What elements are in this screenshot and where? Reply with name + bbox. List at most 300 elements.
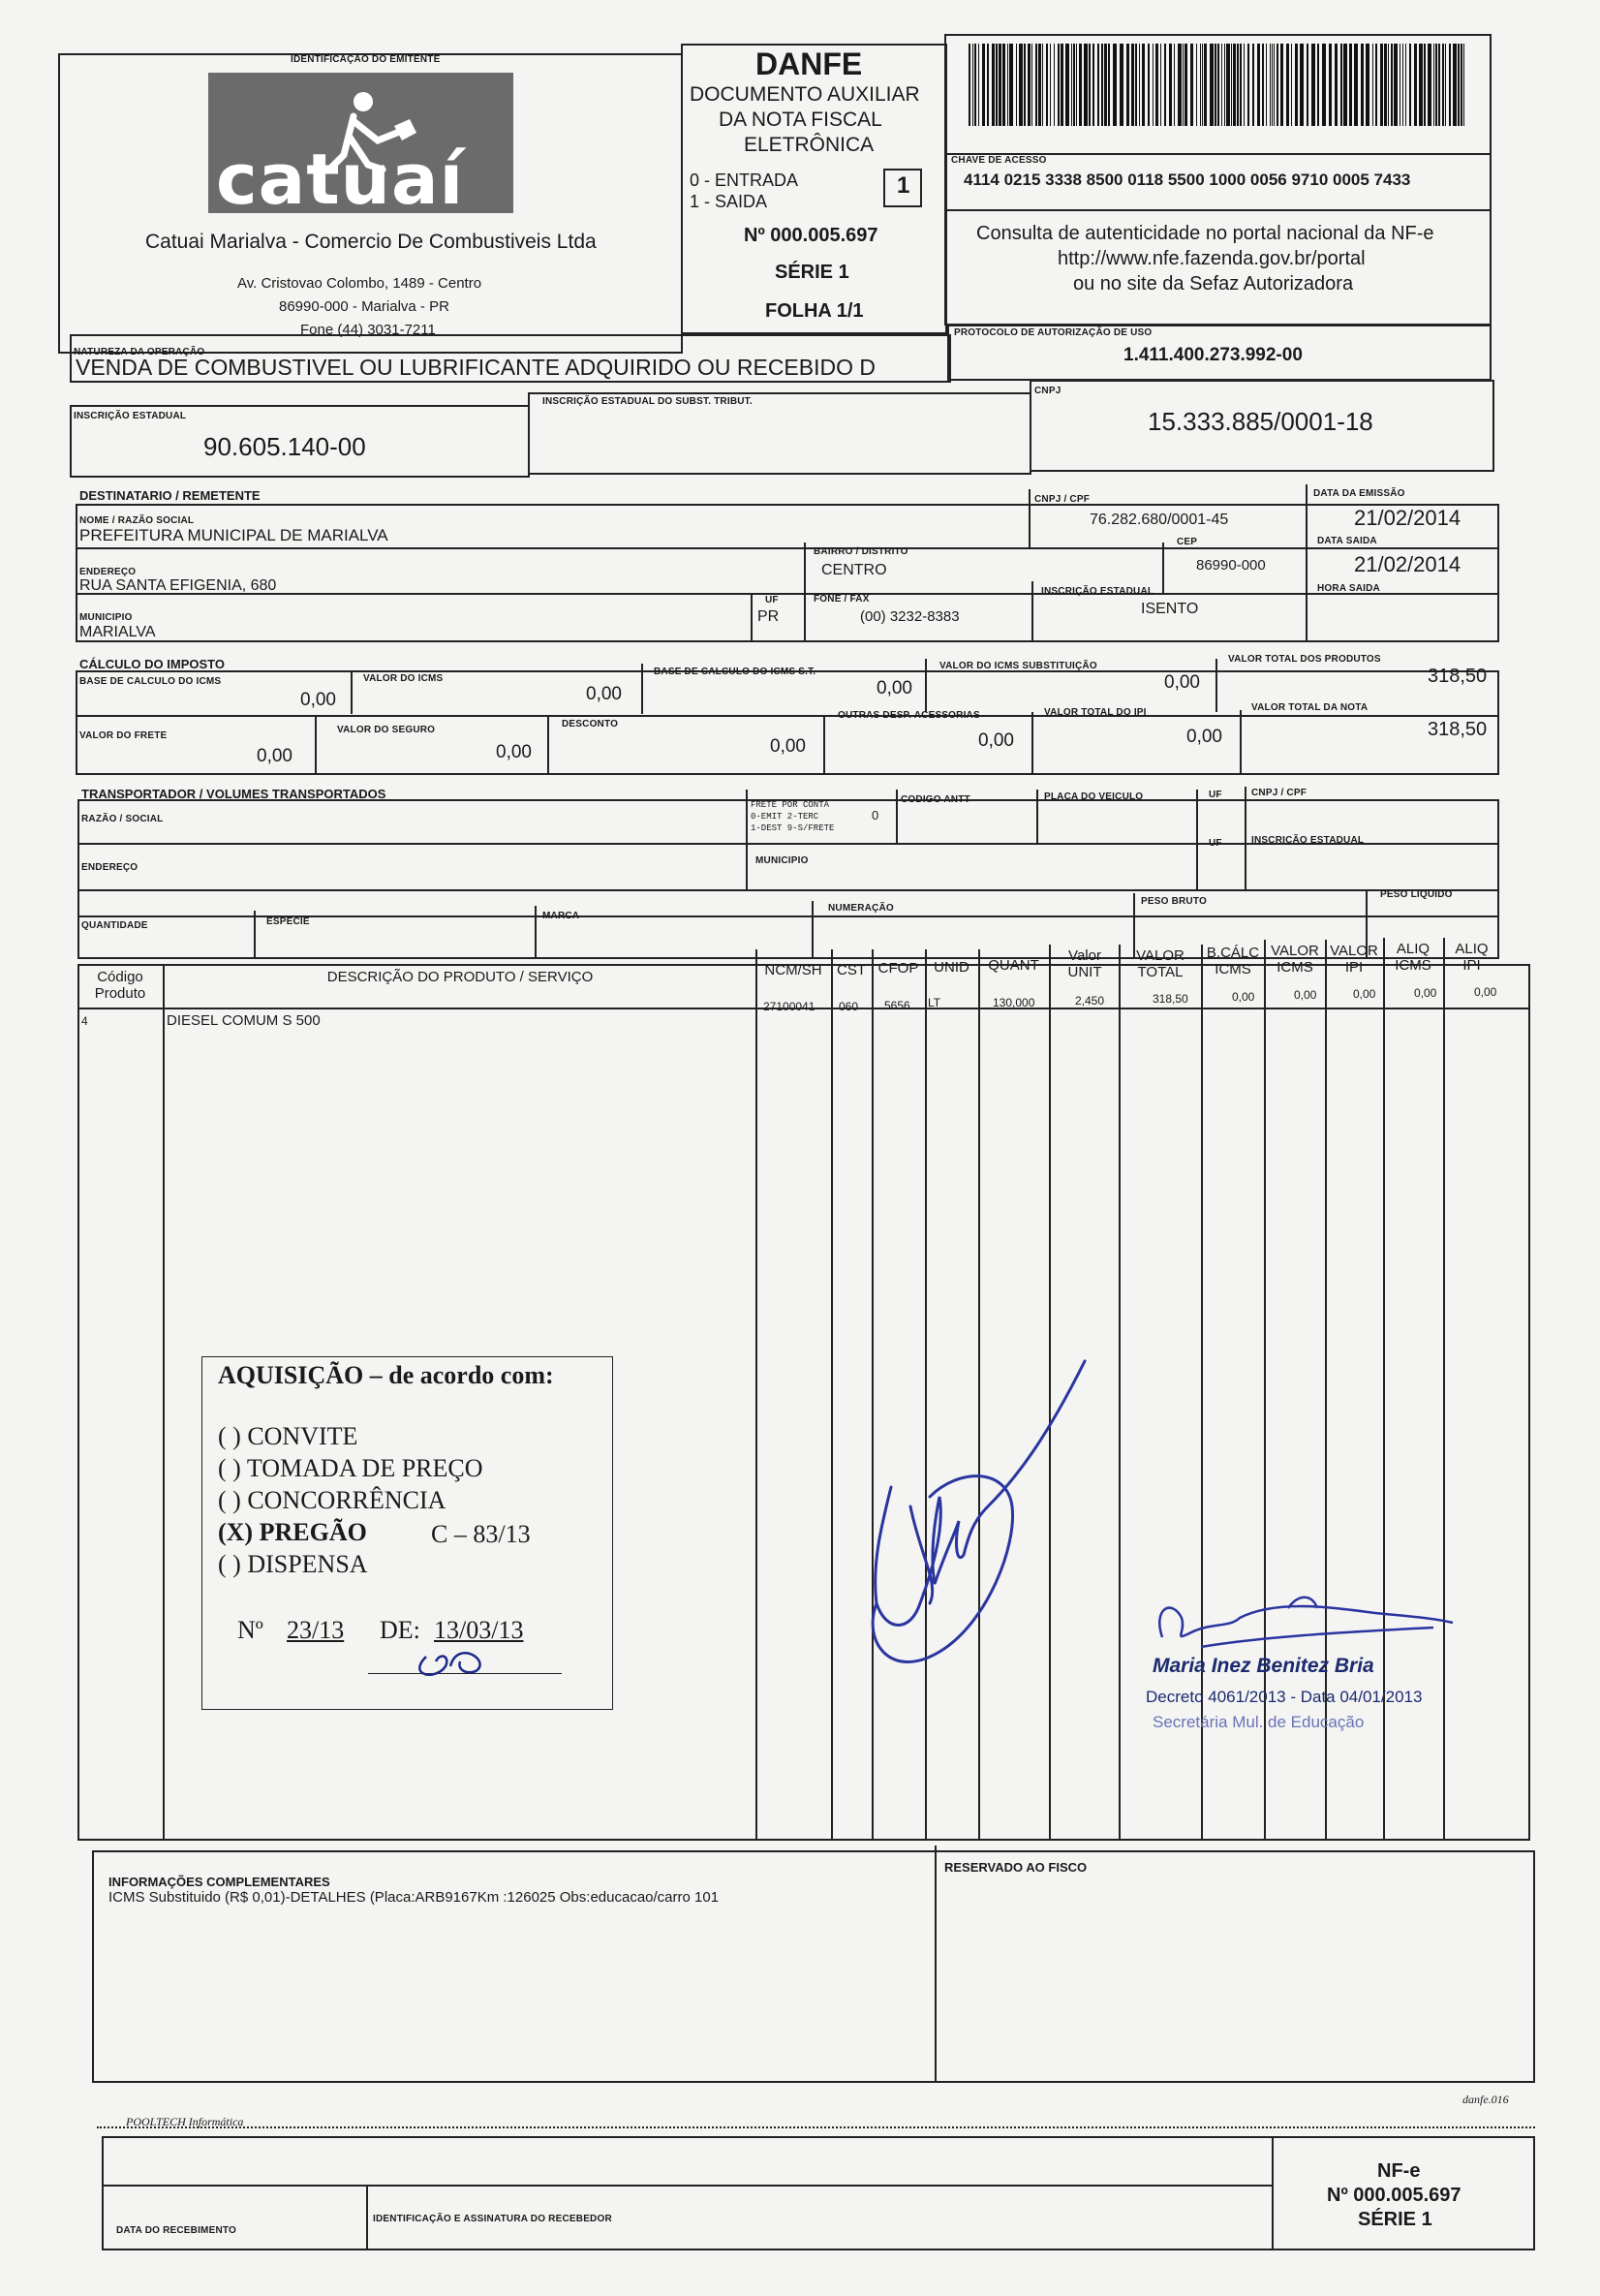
barcode-bar	[1139, 44, 1140, 126]
transp-ie-label: INSCRIÇÃO ESTADUAL	[1251, 835, 1365, 846]
barcode-bar	[1433, 44, 1434, 126]
dest-divider-uf	[751, 593, 753, 642]
dest-municipio-label: MUNICIPIO	[79, 612, 133, 623]
danfe-serie: SÉRIE 1	[775, 262, 849, 283]
th-codigo: Código Produto	[94, 969, 146, 1002]
v-icms: 0,00	[586, 684, 622, 704]
barcode-bar	[1335, 44, 1338, 126]
dest-municipio: MARIALVA	[79, 624, 156, 640]
barcode-bar	[1277, 44, 1278, 126]
barcode-bar	[1196, 44, 1197, 126]
transp-div-qtd	[254, 911, 256, 959]
dest-divider-fone	[804, 593, 806, 642]
barcode-bar	[1016, 44, 1017, 126]
barcode-bar	[1463, 44, 1464, 126]
row-cst: 060	[839, 1000, 859, 1013]
natureza-label: NATUREZA DA OPERAÇÃO	[74, 347, 205, 357]
row-unid: LT	[928, 996, 941, 1009]
footer-numero: Nº 000.005.697	[1327, 2185, 1462, 2206]
barcode-bar	[1461, 44, 1462, 126]
barcode-bar	[1174, 44, 1175, 126]
th-vunit: Valor UNIT	[1067, 947, 1102, 980]
emitente-name: Catuai Marialva - Comercio De Combustiveis Ltda	[145, 231, 597, 253]
dest-divider-emissao	[1306, 484, 1308, 642]
secretary-decreto: Decreto 4061/2013 - Data 04/01/2013	[1146, 1688, 1423, 1706]
th-vicms: VALOR ICMS	[1271, 943, 1319, 976]
dest-emissao: 21/02/2014	[1354, 506, 1462, 530]
barcode-bar	[1270, 44, 1271, 126]
col-div-13	[1443, 938, 1445, 1841]
barcode-bar	[1079, 44, 1082, 126]
barcode-bar	[1028, 44, 1031, 126]
consulta-line3: ou no site da Sefaz Autorizadora	[1073, 273, 1354, 295]
secretary-name: Maria Inez Benitez Bria	[1153, 1655, 1374, 1677]
transp-div-placa	[1036, 790, 1038, 843]
ipi-label: VALOR TOTAL DO IPI	[1044, 707, 1147, 718]
barcode-bar	[1414, 44, 1417, 126]
imposto-div-5	[315, 715, 317, 775]
imposto-div-8	[1031, 712, 1033, 775]
barcode-bar	[1428, 44, 1431, 126]
dest-nome: PREFEITURA MUNICIPAL DE MARIALVA	[79, 526, 388, 544]
dest-ie-label: INSCRIÇÃO ESTADUAL	[1041, 586, 1154, 597]
barcode-bar	[1329, 44, 1332, 126]
stamp-opt4: (X) PREGÃO	[218, 1518, 367, 1546]
dest-fone: (00) 3232-8383	[860, 608, 960, 625]
transp-div-marca	[812, 901, 814, 959]
transp-div-uf	[1196, 790, 1198, 891]
transp-div-frete	[746, 790, 748, 891]
stamp-title: AQUISIÇÃO – de acordo com:	[218, 1361, 554, 1389]
dest-divider-ie	[1031, 581, 1033, 642]
transp-cnpj-label: CNPJ / CPF	[1251, 788, 1308, 798]
barcode-bar	[1071, 44, 1072, 126]
barcode-bar	[1311, 44, 1315, 126]
barcode-bar	[1244, 44, 1245, 126]
barcode-bar	[1354, 44, 1358, 126]
barcode-bar	[1183, 44, 1184, 126]
dest-hora-label: HORA SAIDA	[1317, 583, 1380, 594]
barcode-bar	[1054, 44, 1055, 126]
barcode-bar	[992, 44, 995, 126]
form-code: danfe.016	[1462, 2093, 1509, 2106]
bc-st-label: BASE DE CALCULO DO ICMS S.T.	[654, 667, 816, 677]
dest-cep: 86990-000	[1196, 557, 1266, 574]
dest-nome-label: NOME / RAZÃO SOCIAL	[79, 515, 195, 526]
danfe-subtitle3: ELETRÔNICA	[744, 134, 875, 156]
imposto-div-9	[1240, 710, 1242, 775]
destinatario-section: DESTINATARIO / REMETENTE	[79, 488, 261, 503]
barcode-bar	[1126, 44, 1129, 126]
barcode-bar	[1035, 44, 1037, 126]
v-prod: 318,50	[1428, 666, 1488, 687]
barcode-bar	[1449, 44, 1451, 126]
barcode-bar	[1262, 44, 1264, 126]
desc: 0,00	[770, 736, 806, 757]
barcode-icon	[969, 44, 1467, 126]
barcode-bar	[1200, 44, 1201, 126]
barcode-bar	[1388, 44, 1389, 126]
th-quant: QUANT	[988, 957, 1039, 974]
barcode-bar	[1169, 44, 1172, 126]
ie-label: INSCRIÇÃO ESTADUAL	[74, 411, 187, 421]
transp-municipio-label: MUNICIPIO	[755, 855, 809, 866]
barcode-bar	[1101, 44, 1103, 126]
barcode-bar	[1409, 44, 1411, 126]
imposto-div-6	[547, 715, 549, 775]
nota: 318,50	[1428, 719, 1488, 740]
logo-text: catuaí	[216, 139, 465, 220]
stamp-opt2: ( ) TOMADA DE PREÇO	[218, 1454, 483, 1482]
consulta-line1: Consulta de autenticidade no portal nacional da NF-e	[976, 223, 1434, 244]
barcode-bar	[1148, 44, 1150, 126]
barcode-bar	[1435, 44, 1437, 126]
chave-value: 4114 0215 3338 8500 0118 5500 1000 0056 9710 0005 7433	[964, 171, 1411, 189]
th-aipi: ALIQ IPI	[1455, 941, 1489, 974]
emitente-section-label: IDENTIFICAÇÃO DO EMITENTE	[291, 54, 441, 65]
barcode-bar	[969, 44, 970, 126]
dest-endereco: RUA SANTA EFIGENIA, 680	[79, 577, 277, 594]
dest-uf: PR	[757, 608, 780, 625]
emitente-address2: 86990-000 - Marialva - PR	[279, 298, 449, 315]
stamp-opt5: ( ) DISPENSA	[218, 1550, 368, 1578]
barcode-bar	[987, 44, 989, 126]
barcode-bar	[1372, 44, 1373, 126]
transp-bruto-label: PESO BRUTO	[1141, 896, 1207, 907]
footer-nfe: NF-e	[1377, 2160, 1421, 2182]
row-bcicms: 0,00	[1232, 990, 1255, 1004]
seguro-label: VALOR DO SEGURO	[337, 725, 436, 735]
barcode-bar	[1380, 44, 1383, 126]
th-descricao: DESCRIÇÃO DO PRODUTO / SERVIÇO	[326, 969, 594, 985]
cnpj-emit-value: 15.333.885/0001-18	[1148, 407, 1373, 436]
barcode-bar	[1009, 44, 1013, 126]
transp-div-especie	[535, 906, 537, 959]
th-cfop: CFOP	[877, 960, 919, 977]
transp-row-divider-2	[77, 889, 1499, 891]
row-vtotal: 318,50	[1153, 992, 1188, 1006]
th-vtotal: VALOR TOTAL	[1136, 947, 1185, 980]
barcode-bar	[1280, 44, 1283, 126]
barcode-bar	[974, 44, 976, 126]
row-aipi: 0,00	[1474, 985, 1497, 999]
barcode-bar	[1343, 44, 1347, 126]
protocolo-value: 1.411.400.273.992-00	[1123, 345, 1303, 365]
barcode-bar	[1038, 44, 1041, 126]
destinatario-box	[76, 504, 1499, 642]
danfe-tipo: 1	[897, 172, 910, 199]
protocolo-label: PROTOCOLO DE AUTORIZAÇÃO DE USO	[954, 327, 1153, 338]
th-aicms: ALIQ ICMS	[1395, 941, 1431, 974]
assinatura-label: IDENTIFICAÇÃO E ASSINATURA DO RECEBEDOR	[373, 2214, 612, 2224]
barcode-bar	[1042, 44, 1043, 126]
barcode-bar	[1458, 44, 1460, 126]
barcode-bar	[1131, 44, 1134, 126]
barcode-bar	[1231, 44, 1232, 126]
dest-fone-label: FONE / FAX	[814, 594, 870, 605]
transp-frete-l3: 1-DEST 9-S/FRETE	[751, 823, 835, 833]
v-prod-label: VALOR TOTAL DOS PRODUTOS	[1228, 654, 1381, 665]
natureza-value: VENDA DE COMBUSTIVEL OU LUBRIFICANTE ADQUIRIDO OU RECEBIDO D	[76, 355, 877, 380]
barcode-bar	[1153, 44, 1154, 126]
stamp-num-label: Nº	[237, 1616, 263, 1644]
col-div-2	[755, 949, 757, 1841]
dest-endereco-label: ENDEREÇO	[79, 567, 137, 577]
bc-icms: 0,00	[300, 690, 336, 710]
transp-razao-label: RAZÃO / SOCIAL	[81, 814, 164, 824]
barcode-bar	[1073, 44, 1075, 126]
emitente-address1: Av. Cristovao Colombo, 1489 - Centro	[237, 275, 482, 292]
barcode-bar	[1190, 44, 1193, 126]
imposto-div-1	[351, 670, 353, 714]
ie-value: 90.605.140-00	[203, 432, 366, 461]
v-st: 0,00	[1164, 672, 1200, 693]
info-text: ICMS Substituido (R$ 0,01)-DETALHES (Placa:ARB9167Km :126025 Obs:educacao/carro 101	[108, 1889, 720, 1906]
barcode-bar	[1104, 44, 1107, 126]
chave-label: CHAVE DE ACESSO	[951, 155, 1047, 166]
info-divider	[935, 1846, 937, 2083]
cnpj-emit-label: CNPJ	[1034, 386, 1062, 396]
receipt-divider-v1	[366, 2185, 368, 2250]
row-vicms: 0,00	[1294, 988, 1317, 1002]
secretary-cargo: Secretária Mul. de Educação	[1153, 1713, 1365, 1731]
stamp-opt3: ( ) CONCORRÊNCIA	[218, 1486, 446, 1514]
barcode-bar	[1237, 44, 1239, 126]
bc-st: 0,00	[877, 678, 912, 698]
th-vipi: VALOR IPI	[1330, 943, 1378, 976]
barcode-bar	[1266, 44, 1267, 126]
stamp-num: 23/13	[287, 1616, 345, 1644]
transp-liquido-label: PESO LIQUIDO	[1380, 889, 1453, 900]
transp-div-cnpj	[1245, 787, 1246, 891]
barcode-bar	[1224, 44, 1225, 126]
barcode-bar	[1257, 44, 1260, 126]
barcode-bar	[1349, 44, 1352, 126]
stamp-opt1: ( ) CONVITE	[218, 1422, 358, 1450]
transp-uf2-label: UF	[1209, 838, 1222, 849]
barcode-bar	[1108, 44, 1110, 126]
barcode-bar	[1274, 44, 1275, 126]
barcode-bar	[1007, 44, 1008, 126]
barcode-bar	[1442, 44, 1444, 126]
row-cfop: 5656	[884, 999, 910, 1012]
dest-cnpj: 76.282.680/0001-45	[1090, 512, 1229, 528]
th-unid: UNID	[934, 959, 969, 976]
imposto-div-4	[1215, 659, 1217, 712]
stamp-de-label: DE:	[380, 1616, 420, 1644]
barcode-bar	[1286, 44, 1289, 126]
dest-row-divider-2	[76, 593, 1499, 595]
barcode-bar	[1202, 44, 1203, 126]
barcode-bar	[1405, 44, 1406, 126]
barcode-bar	[1031, 44, 1032, 126]
barcode-bar	[1340, 44, 1342, 126]
row-vipi: 0,00	[1353, 987, 1376, 1001]
dest-saida-label: DATA SAIDA	[1317, 536, 1377, 546]
info-label: INFORMAÇÕES COMPLEMENTARES	[108, 1875, 330, 1889]
transp-frete-val: 0	[872, 808, 879, 822]
transp-especie-label: ESPECIE	[266, 916, 310, 927]
barcode-bar	[1120, 44, 1123, 126]
dest-divider-cep	[1162, 543, 1164, 593]
barcode-bar	[978, 44, 979, 126]
barcode-bar	[1247, 44, 1249, 126]
imposto-div-7	[823, 715, 825, 775]
imposto-div-2	[641, 664, 643, 714]
barcode-bar	[1252, 44, 1254, 126]
desc-label: DESCONTO	[562, 719, 619, 729]
receipt-divider-h	[102, 2185, 1274, 2187]
barcode-bar	[1322, 44, 1326, 126]
signature-icon	[852, 1313, 1123, 1681]
barcode-bar	[1058, 44, 1060, 126]
row-codigo: 4	[81, 1014, 88, 1028]
barcode-bar	[1019, 44, 1023, 126]
receipt-box	[102, 2136, 1535, 2250]
secretary-signature-icon	[1143, 1579, 1472, 1657]
row-ncm: 27100041	[763, 1000, 815, 1013]
barcode-bar	[1384, 44, 1387, 126]
dest-saida: 21/02/2014	[1354, 552, 1462, 576]
dest-cnpj-label: CNPJ / CPF	[1034, 494, 1091, 505]
transp-antt-label: CODIGO ANTT	[901, 794, 970, 805]
transp-section: TRANSPORTADOR / VOLUMES TRANSPORTADOS	[81, 787, 386, 801]
seguro: 0,00	[496, 742, 532, 762]
danfe-folha: FOLHA 1/1	[765, 300, 864, 322]
ipi: 0,00	[1186, 727, 1222, 747]
cut-line	[97, 2126, 1535, 2128]
dest-bairro: CENTRO	[821, 562, 887, 578]
imposto-row-divider	[76, 715, 1499, 717]
dest-ie: ISENTO	[1141, 601, 1199, 617]
th-bcicms: B.CÁLC ICMS	[1206, 945, 1260, 977]
dest-uf-label: UF	[765, 595, 779, 605]
barcode-bar	[1160, 44, 1161, 126]
barcode-bar	[1046, 44, 1048, 126]
row-quant: 130,000	[993, 996, 1035, 1009]
dest-bairro-label: BAIRRO / DISTRITO	[814, 546, 908, 557]
barcode-bar	[1300, 44, 1304, 126]
imposto-div-3	[925, 659, 927, 712]
barcode-bar	[1113, 44, 1117, 126]
transp-qtd-label: QUANTIDADE	[81, 920, 148, 931]
transp-numeracao-label: NUMERAÇÃO	[828, 903, 894, 914]
barcode-bar	[1233, 44, 1236, 126]
barcode-bar	[1217, 44, 1219, 126]
col-div-3	[831, 949, 833, 1841]
barcode-bar	[982, 44, 985, 126]
recebimento-label: DATA DO RECEBIMENTO	[116, 2225, 236, 2236]
danfe-numero: Nº 000.005.697	[744, 225, 878, 246]
transp-div-antt	[896, 790, 898, 843]
th-ncm: NCM/SH	[764, 962, 822, 978]
company-logo	[208, 73, 513, 220]
barcode-bar	[1089, 44, 1091, 126]
receipt-divider-v2	[1272, 2136, 1274, 2250]
barcode-bar	[1366, 44, 1369, 126]
imposto-section: CÁLCULO DO IMPOSTO	[79, 657, 225, 671]
barcode-bar	[1307, 44, 1308, 126]
transp-marca-label: MARCA	[542, 911, 580, 921]
row-vunit: 2,450	[1075, 994, 1105, 1008]
dest-divider-bairro	[804, 543, 806, 593]
emitente-phone: Fone (44) 3031-7211	[300, 322, 436, 338]
barcode-bar	[1215, 44, 1216, 126]
barcode-bar	[1185, 44, 1187, 126]
transp-frete-l2: 0-EMIT 2-TERC	[751, 812, 819, 822]
v-st-label: VALOR DO ICMS SUBSTITUIÇÃO	[939, 661, 1097, 671]
barcode-bar	[1240, 44, 1242, 126]
nota-label: VALOR TOTAL DA NOTA	[1251, 702, 1369, 713]
barcode-bar	[1092, 44, 1094, 126]
barcode-bar	[1084, 44, 1088, 126]
barcode-bar	[999, 44, 1001, 126]
barcode-bar	[1453, 44, 1457, 126]
danfe-subtitle2: DA NOTA FISCAL	[719, 109, 882, 131]
danfe-title: DANFE	[755, 47, 863, 81]
barcode-bar	[1438, 44, 1440, 126]
barcode-bar	[1178, 44, 1182, 126]
barcode-bar	[1164, 44, 1166, 126]
frete-label: VALOR DO FRETE	[79, 730, 168, 741]
barcode-bar	[1142, 44, 1145, 126]
fisco-label: RESERVADO AO FISCO	[944, 1860, 1088, 1875]
barcode-bar	[1061, 44, 1063, 126]
row-aicms: 0,00	[1414, 986, 1437, 1000]
barcode-bar	[1226, 44, 1230, 126]
stamp-opt4-code: C – 83/13	[431, 1520, 531, 1548]
transp-endereco-label: ENDEREÇO	[81, 862, 138, 873]
v-icms-label: VALOR DO ICMS	[363, 673, 444, 684]
barcode-bar	[996, 44, 998, 126]
barcode-bar	[972, 44, 973, 126]
barcode-bar	[1391, 44, 1393, 126]
barcode-bar	[1361, 44, 1364, 126]
outras-label: OUTRAS DESP. ACESSORIAS	[838, 710, 980, 721]
bc-icms-label: BASE DE CALCULO DO ICMS	[79, 676, 222, 687]
dest-cep-label: CEP	[1177, 537, 1198, 547]
barcode-bar	[1002, 44, 1005, 126]
barcode-bar	[1394, 44, 1398, 126]
dest-emissao-label: DATA DA EMISSÃO	[1313, 488, 1405, 499]
dest-row-divider-1	[76, 547, 1499, 549]
barcode-bar	[1291, 44, 1292, 126]
th-cst: CST	[837, 962, 866, 978]
outras: 0,00	[978, 730, 1014, 751]
stamp-date: 13/03/13	[434, 1616, 524, 1644]
barcode-bar	[1204, 44, 1207, 126]
barcode-bar	[1221, 44, 1222, 126]
barcode-bar	[1424, 44, 1426, 126]
barcode-bar	[1295, 44, 1298, 126]
software-credit: POOLTECH Informática	[126, 2115, 244, 2128]
barcode-bar	[1155, 44, 1158, 126]
barcode-bar	[1445, 44, 1446, 126]
barcode-bar	[1375, 44, 1377, 126]
consulta-line2: http://www.nfe.fazenda.gov.br/portal	[1058, 248, 1366, 269]
danfe-saida: 1 - SAIDA	[690, 192, 768, 211]
barcode-bar	[1317, 44, 1319, 126]
frete: 0,00	[257, 746, 292, 766]
col-div-1	[163, 964, 165, 1841]
barcode-bar	[1097, 44, 1099, 126]
danfe-entrada: 0 - ENTRADA	[690, 171, 799, 190]
ie-st-label: INSCRIÇÃO ESTADUAL DO SUBST. TRIBUT.	[542, 396, 753, 407]
barcode-bar	[1210, 44, 1214, 126]
transp-frete-l1: FRETE POR CONTA	[751, 800, 830, 810]
barcode-bar	[1419, 44, 1423, 126]
footer-serie: SÉRIE 1	[1358, 2209, 1432, 2230]
